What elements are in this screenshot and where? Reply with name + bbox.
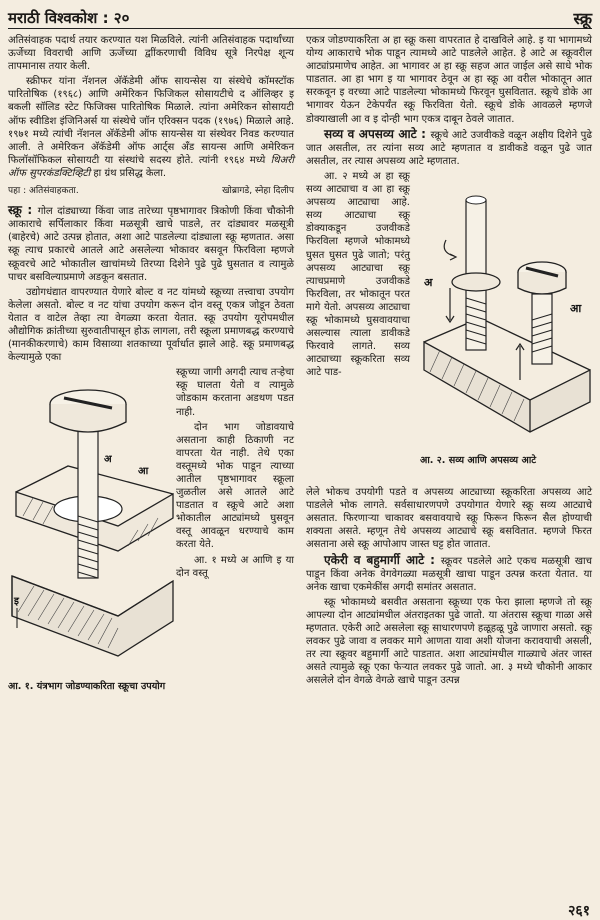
figure-2-side-text	[306, 170, 410, 486]
paragraph: एकत्र जोडण्याकरिता अ हा स्क्रू कसा वापरतात हे दाखविले आहे. इ या भागामध्ये योग्य आकाराचे भोक पाडून त्यामध्ये आटे पाडलेले आहेत. हे आटे अ स्क्रूवरील आट्यांप्रमाणेच आहेत. आ भागावर अ हा स्क्रू सहज आत जाईल असे साधे भोक पाडतात. आ हा भाग इ या भागावर ठेवून अ हा स्क्रू आ वरील भोकातून आत सरकवून इ वरच्या आटे पाडलेल्या भोकामध्ये फिरवून घुसवितात. स्क्रूचे डोके आ भागावर येऊन टेकेपर्यंत स्क्रू फिरविता येतो. स्क्रूचे डोके आवळले म्हणजे डोक्याखाली आ व इ दोन्ही भाग एकत्र दाबून ठेवले जातात.	[306, 35, 592, 125]
paragraph: उद्योगधंद्यात वापरण्यात येणारे बोल्ट व नट यांमध्ये स्क्रूच्या तत्त्वाचा उपयोग केलेला असतो. बोल्ट व नट यांचा उपयोग करून दोन वस्तू एकत्र जोडून ठेवता येतात व वाटेल तेव्हा त्या वेगळ्या करता येतात. स्क्रू उपयोग यूरोपमधील औद्योगिक क्रांतीच्या सुरुवातीपासून होऊ लागला, तरी स्क्रूला प्रमाणबद्ध करण्याचे (मानकीकरणाचे) काम विसाव्या शतकाच्या पूर्वार्धात झाले आहे. स्क्रू प्रमाणबद्ध केल्यामुळे एका	[8, 286, 294, 364]
paragraph: आ. २ मध्ये अ हा स्क्रू सव्य आट्याचा व आ हा स्क्रू अपसव्य आट्याचा आहे. सव्य आट्याचा स्क्रू डोक्याकडून उजवीकडे फिरविला म्हणजे भोकामध्ये घुसत घुसत पुढे जातो; परंतु अपसव्य आट्याचा स्क्रू त्याचप्रमाणे उजवीकडे फिरविला, तर भोकातून परत मागे येतो. अपसव्य आट्याचा स्क्रू भोकामध्ये घुसवावयाचा असल्यास त्याला डावीकडे फिरवावे लागते. सव्य आट्याच्या स्क्रूकरिता सव्य आटे पाड-	[306, 170, 410, 379]
paragraph	[8, 204, 294, 284]
figure-1-block	[8, 366, 294, 694]
volume-title: मराठी विश्वकोश : २०	[8, 8, 130, 27]
see-also: पहा : अतिसंवाहकता.	[8, 186, 79, 197]
fig1-label-i: इ	[14, 596, 19, 608]
left-column	[8, 34, 294, 693]
section-heading: सव्य व अपसव्य आटे :	[324, 126, 431, 141]
paragraph: स्क्रू भोकामध्ये बसवीत असताना स्क्रूच्या एक फेरा झाला म्हणजे तो स्क्रू आपल्या दोन आट्यांमधील अंतराइतका पुढे जातो. या अंतरास स्क्रूचा गाळा असे म्हणतात. एकेरी आटे असलेला स्क्रू साधारणपणे हळूहळू पुढे जाणारा असतो. स्क्रू लवकर पुढे जावा व लवकर मागे आणता यावा अशी योजना करावयाची असली, तर त्या स्क्रूवर बहुमार्गी आटे पाडतात. अशा आट्यांमधील गाळ्याचे अंतर जास्त असते त्यामुळे स्क्रू एका फेऱ्यात लवकर पुढे जातो. आ. ३ मध्ये चौकोनी आकार असलेले दोन वेगळे वेगळे खाचे पाडून उत्पन्न	[306, 596, 592, 687]
paragraph: स्क्रूच्या जागी अगदी त्याच तऱ्हेचा स्क्रू घालता येतो व त्यामुळे जोडकाम करताना अडथण पडत नाही.	[176, 367, 294, 418]
paragraph: अतिसंवाहक पदार्थ तयार करण्यात यश मिळविले. त्यांनी अतिसंवाहक पदार्थांच्या ऊर्जेच्या विवराची आणि ऊर्जेच्या द्वाींकरणाची विविध सूत्रे निरपेक्ष शून्य तापमानास तयार केली.	[8, 35, 294, 73]
figure-2-caption: आ. २. सव्य आणि अपसव्य आटे	[420, 454, 537, 466]
screw-joint-illustration	[8, 366, 176, 676]
text: स्क्रूवर पडलेले आटे एकच मळसूत्री खाच पाडून किंवा अनेक वेगवेगळ्या मळसूत्री खाचा पाडून उत्पन्न करता येतात. या अनेक खाचा एकमेकींस अगदी समांतर असतात.	[306, 555, 592, 593]
paragraph	[306, 554, 592, 594]
page-header	[8, 2, 592, 29]
right-column	[306, 34, 592, 689]
text: स्क्रूचे आटे उजवीकडे वळून अक्षीय दिशेने पुढे जात असतील, तर त्यांना सव्य आटे म्हणतात व डावीकडे वळून पुढे जात असतील, तर त्यास अपसव्य आटे म्हणतात.	[306, 129, 592, 167]
figure-2-block	[306, 170, 592, 486]
paragraph	[306, 128, 592, 168]
fig1-label-a: अ	[104, 454, 112, 466]
page-number: २६१	[568, 902, 590, 919]
fig1-label-aa: आ	[138, 466, 149, 478]
fig2-label-aa: आ	[570, 301, 582, 315]
fig2-label-a: अ	[424, 275, 433, 289]
paragraph	[8, 75, 294, 180]
threads-illustration	[410, 170, 592, 482]
text: हा ग्रंथ प्रसिद्ध केला.	[90, 167, 167, 179]
figure-1	[8, 366, 176, 694]
paragraph: आ. १ मध्ये अ आणि इ या दोन वस्तू	[176, 554, 294, 579]
figure-1-side-text	[176, 366, 294, 694]
entry-heading: स्क्रू :	[8, 203, 38, 218]
paragraph: दोन भाग जोडावयाचे असताना काही ठिकाणी नट वापरता येत नाही. तेथे एका वस्तूमध्ये भोक पाडून त्याच्या आतील पृष्ठभागावर स्क्रूला जुळतील असे आतले आटे पाडतात व स्क्रूचे आटे अशा भोकातील आट्यांमध्ये घुसवून वस्तू आवळून धरण्याचे काम करता येते.	[176, 421, 294, 551]
figure-1-caption: आ. १. यंत्रभाग जोडण्याकरिता स्क्रूचा उपयोग	[8, 681, 166, 693]
author: खोब्रागडे, स्नेहा दिलीप	[222, 186, 294, 197]
entry-signature	[8, 185, 294, 198]
book-title: थिअरी ऑफ सुपरकंडक्टिव्हिटी	[8, 154, 294, 179]
section-heading: एकेरी व बहुमार्गी आटे :	[324, 552, 441, 567]
figure-2	[410, 170, 592, 486]
paragraph: लेले भोकच उपयोगी पडते व अपसव्य आट्याच्या स्क्रूकरिता अपसव्य आटे पाडलेले भोक लागते. सर्वसाधारणपणे उपयोगात येणारे स्क्रू सव्य आट्याचे असतात. फिरणाऱ्या चाकावर बसवावयाचे स्क्रू फिरून फिरून सैल होण्याची शक्यता असते. म्हणून तेथे अपसव्य आट्याचे स्क्रू बसवितात. म्हणजे फिरत असताना असे स्क्रू आपोआप जास्त घट्ट होत जातात.	[306, 487, 592, 551]
text: स्क्रीफर यांना नॅशनल अ‍ॅकॅडेमी ऑफ सायन्सेस या संस्थेचे कॉमस्टॉक पारितोषिक (१९६८) आणि अमेरिकन फिजिकल सोसायटीचे द ऑलिव्हर इ बकली सॉलिड स्टेट फिजिक्स पारितोषिक मिळाले. त्यांना अमेरिकन सोसायटी ऑफ स्वीडिश इंजिनिअर्स या संस्थेचे जॉन एरिक्सन पदक (१९७६) मिळाले आहे. १९७१ मध्ये त्यांची नॅशनल अ‍ॅकॅडेमी ऑफ सायन्सेस या संस्थेवर निवड करण्यात आली. ते अमेरिकन अ‍ॅकॅडेमी ऑफ आर्ट्स अँड सायन्स आणि अमेरिकन फिलॉसॉफिकल सोसायटी या संस्थांचे सदस्य होते. त्यांनी १९६४ मध्ये	[8, 76, 294, 166]
text: गोल दांड्याच्या किंवा जाड तारेच्या पृष्ठभागावर त्रिकोणी किंवा चौकोनी आकाराचे सर्पिलाकार किंवा मळसूत्री खाचे पाडले, तर दांड्यावर मळसूत्री (बाहेरचे) आटे उत्पन्न होतात, अशा आटे पाडलेल्या दांड्याला स्क्रू म्हणतात. असा स्क्रू त्याच प्रकारचे आतले आटे असलेल्या भोकावर बसवून फिरविला म्हणजे स्क्रूवरचे आटे भोकातील खाचांमध्ये तिरप्या दिशेने पुढे पुढे घुसतात व त्यामुळे पाचर बसविल्याप्रमाणे अडकून बसतात.	[8, 206, 294, 283]
entry-word: स्क्रू	[573, 8, 592, 28]
